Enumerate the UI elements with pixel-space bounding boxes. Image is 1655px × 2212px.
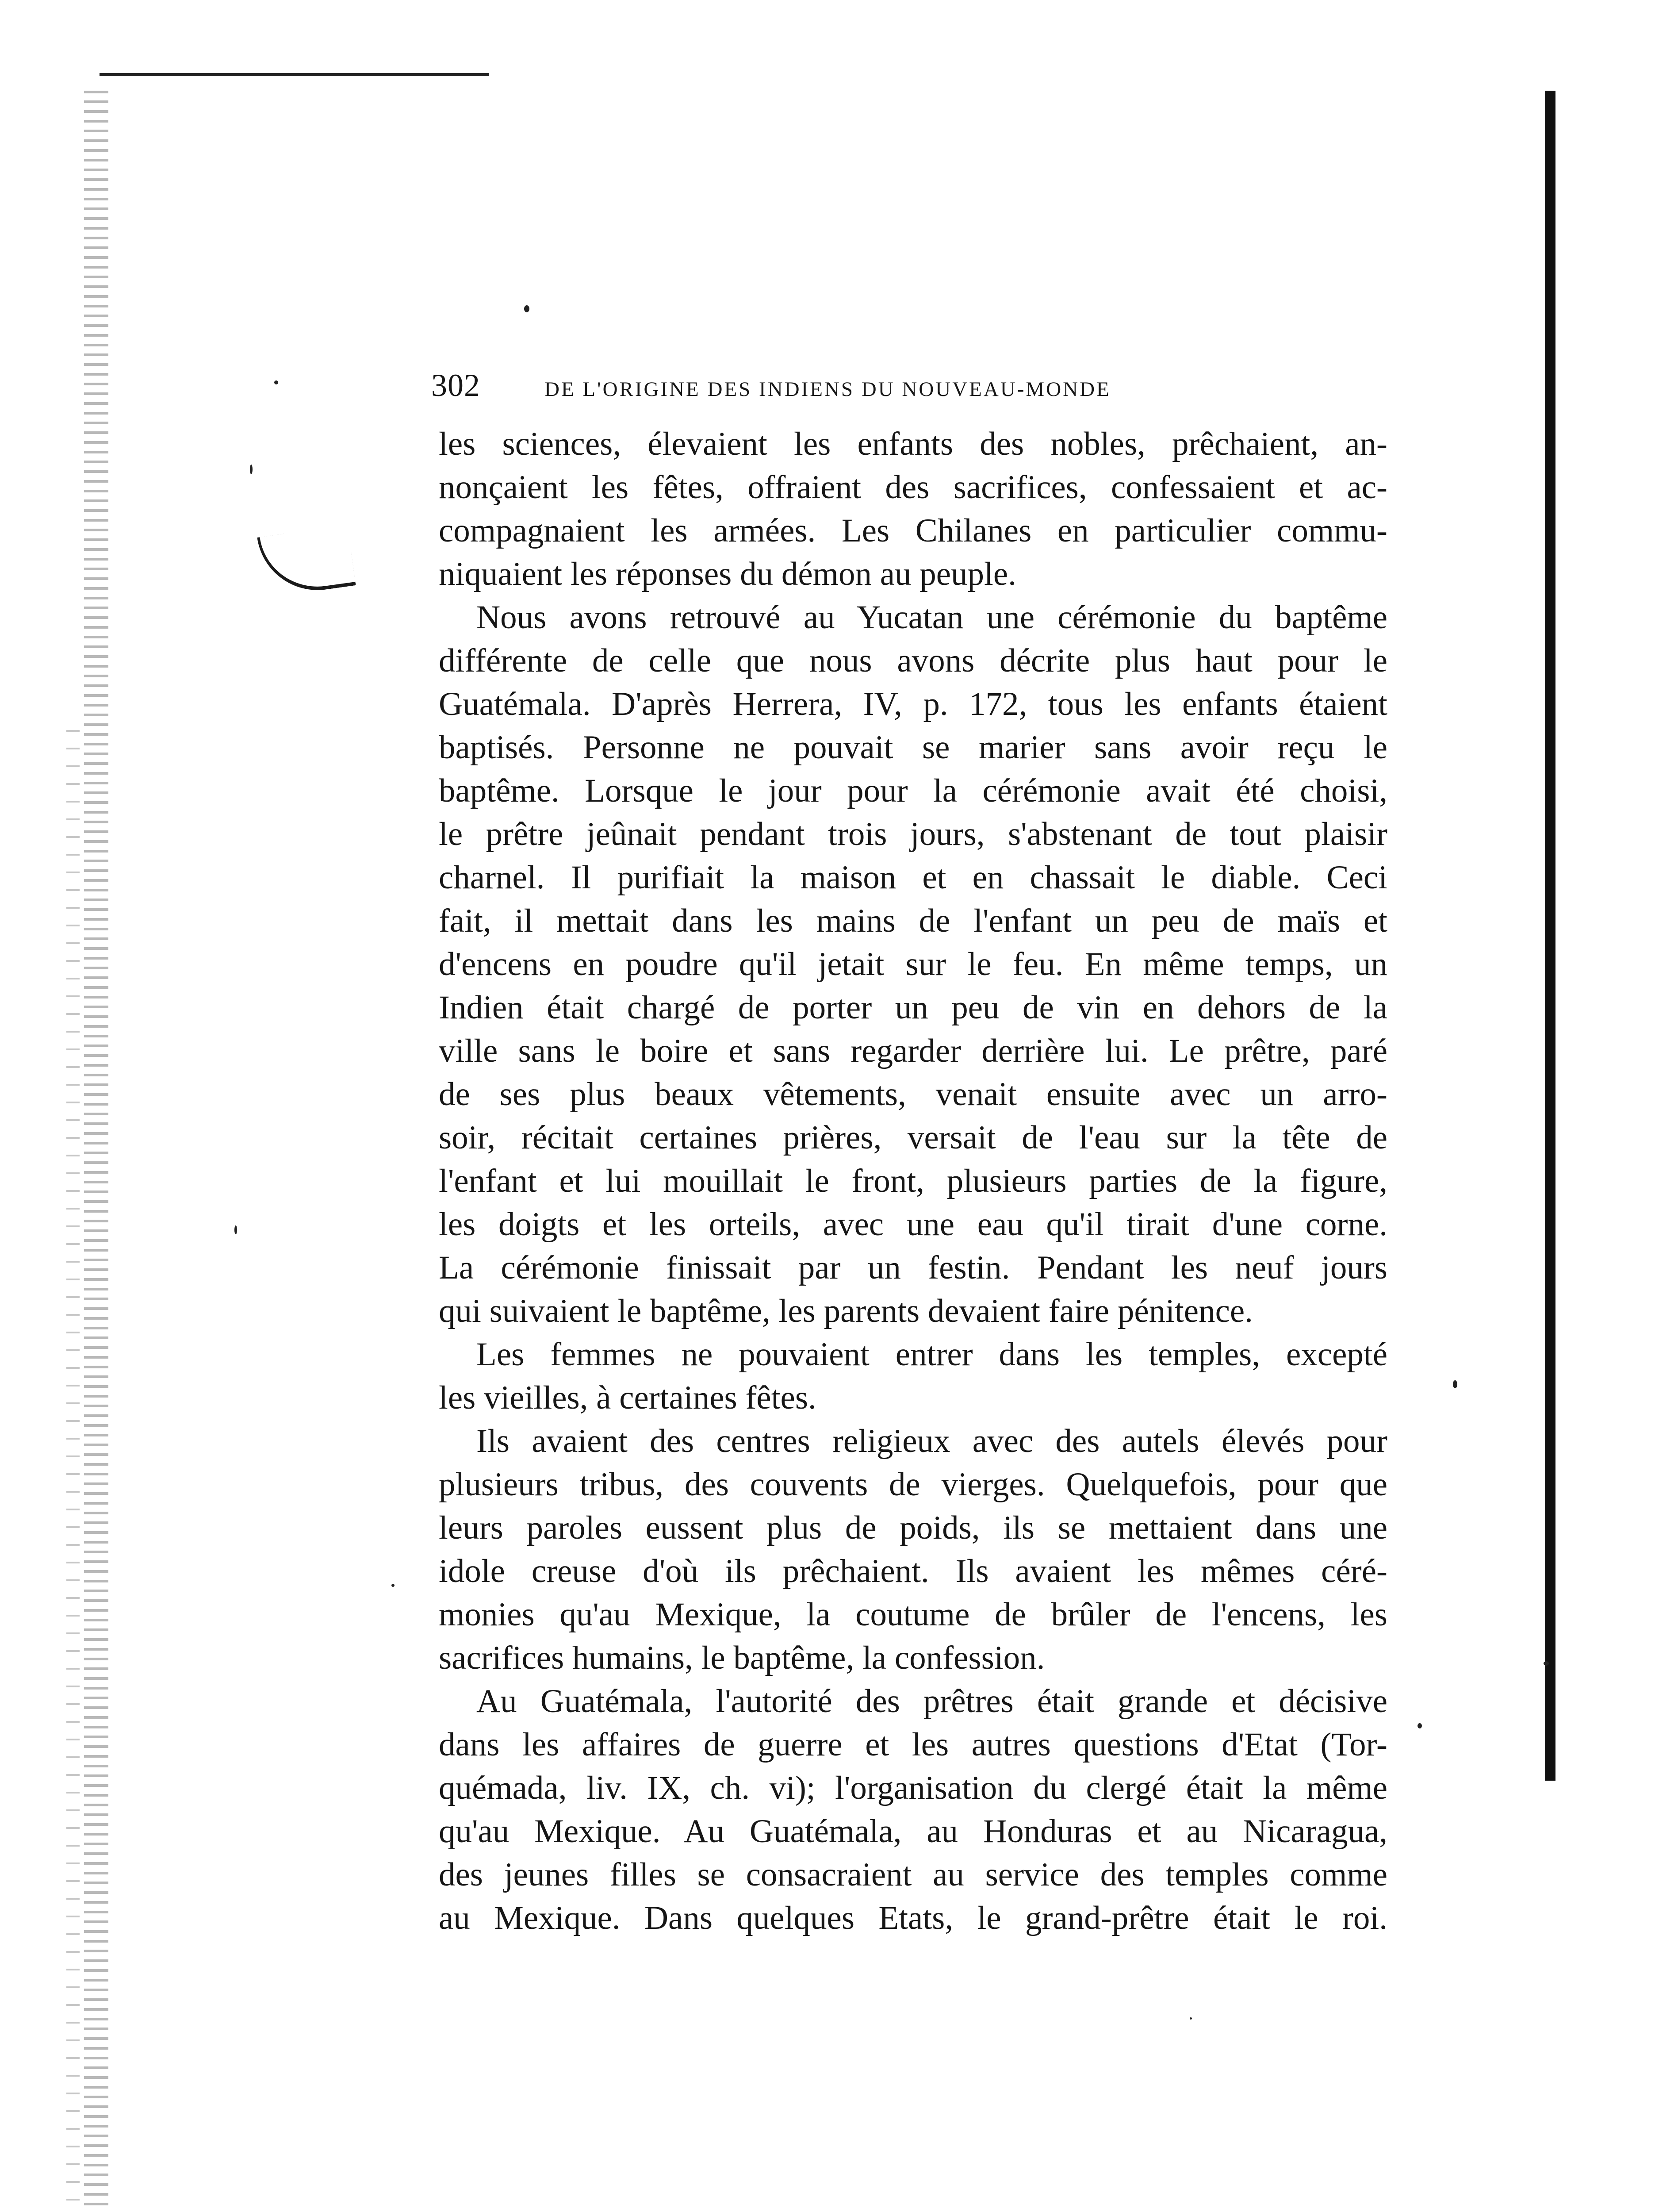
paragraph-start-line: Nous avons retrouvé au Yucatan une cérémonie du baptême (476, 599, 1387, 636)
running-head (431, 367, 1285, 416)
text-line: La cérémonie finissait par un festin. Pendant les neuf jours (439, 1249, 1387, 1286)
text-line: baptême. Lorsque le jour pour la cérémonie avait été choisi, (439, 772, 1387, 809)
scan-speck (1190, 2017, 1192, 2020)
scan-speck (1453, 1380, 1457, 1388)
text-line: quémada, liv. IX, ch. vi); l'organisation du clergé était la même (439, 1770, 1387, 1806)
text-line: monies qu'au Mexique, la coutume de brûler de l'encens, les (439, 1596, 1387, 1633)
scan-binding-edge-secondary (66, 730, 80, 2212)
text-line: les doigts et les orteils, avec une eau qu'il tirait d'une corne. (439, 1206, 1387, 1243)
text-line: Guatémala. D'après Herrera, IV, p. 172, tous les enfants étaient (439, 686, 1387, 722)
running-title: DE L'ORIGINE DES INDIENS DU NOUVEAU-MONDE (544, 378, 1111, 401)
text-line: de ses plus beaux vêtements, venait ensuite avec un arro- (439, 1076, 1387, 1113)
text-line: niquaient les réponses du démon au peuple. (439, 556, 1016, 592)
text-line: différente de celle que nous avons décrite plus haut pour le (439, 642, 1387, 679)
body-text (439, 422, 1387, 1940)
text-line: soir, récitait certaines prières, versait de l'eau sur la tête de (439, 1119, 1387, 1156)
text-line: plusieurs tribus, des couvents de vierges. Quelquefois, pour que (439, 1466, 1387, 1503)
text-line: les sciences, élevaient les enfants des nobles, prêchaient, an- (439, 426, 1387, 462)
scan-speck (250, 465, 253, 474)
text-line: compagnaient les armées. Les Chilanes en particulier commu- (439, 512, 1387, 549)
text-line: l'enfant et lui mouillait le front, plusieurs parties de la figure, (439, 1163, 1387, 1199)
text-line: nonçaient les fêtes, offraient des sacrifices, confessaient et ac- (439, 469, 1387, 506)
text-line: baptisés. Personne ne pouvait se marier sans avoir reçu le (439, 729, 1387, 766)
text-line: qu'au Mexique. Au Guatémala, au Honduras et au Nicaragua, (439, 1813, 1387, 1850)
scan-speck (274, 380, 278, 384)
text-line: idole creuse d'où ils prêchaient. Ils avaient les mêmes céré- (439, 1553, 1387, 1590)
text-line: les vieilles, à certaines fêtes. (439, 1379, 816, 1416)
text-line: des jeunes filles se consacraient au service des temples comme (439, 1856, 1387, 1893)
scan-speck (1544, 1661, 1549, 1666)
text-line: ville sans le boire et sans regarder derrière lui. Le prêtre, paré (439, 1033, 1387, 1069)
paragraph-start-line: Les femmes ne pouvaient entrer dans les temples, excepté (476, 1336, 1387, 1373)
text-line: le prêtre jeûnait pendant trois jours, s'abstenant de tout plaisir (439, 816, 1387, 853)
scan-binding-edge (84, 91, 108, 2212)
scan-speck (524, 305, 529, 312)
paragraph-start-line: Ils avaient des centres religieux avec des autels élevés pour (476, 1423, 1387, 1459)
scan-ink-mark (257, 525, 356, 598)
text-line: Indien était chargé de porter un peu de vin en dehors de la (439, 989, 1387, 1026)
text-line: au Mexique. Dans quelques Etats, le grand-prêtre était le roi. (439, 1900, 1387, 1936)
scan-right-edge-bar (1545, 91, 1555, 1781)
scan-speck (391, 1584, 395, 1587)
scan-speck (1417, 1723, 1422, 1728)
text-line: d'encens en poudre qu'il jetait sur le feu. En même temps, un (439, 946, 1387, 983)
text-line: qui suivaient le baptême, les parents devaient faire pénitence. (439, 1293, 1253, 1329)
scan-top-rule (100, 73, 489, 76)
text-line: charnel. Il purifiait la maison et en chassait le diable. Ceci (439, 859, 1387, 896)
text-line: dans les affaires de guerre et les autres questions d'Etat (Tor- (439, 1726, 1387, 1763)
page-number: 302 (431, 368, 480, 403)
text-line: leurs paroles eussent plus de poids, ils se mettaient dans une (439, 1509, 1387, 1546)
paragraph-start-line: Au Guatémala, l'autorité des prêtres était grande et décisive (476, 1683, 1387, 1720)
text-line: fait, il mettait dans les mains de l'enfant un peu de maïs et (439, 902, 1387, 939)
text-line: sacrifices humains, le baptême, la confession. (439, 1640, 1045, 1676)
scan-speck (234, 1225, 237, 1234)
